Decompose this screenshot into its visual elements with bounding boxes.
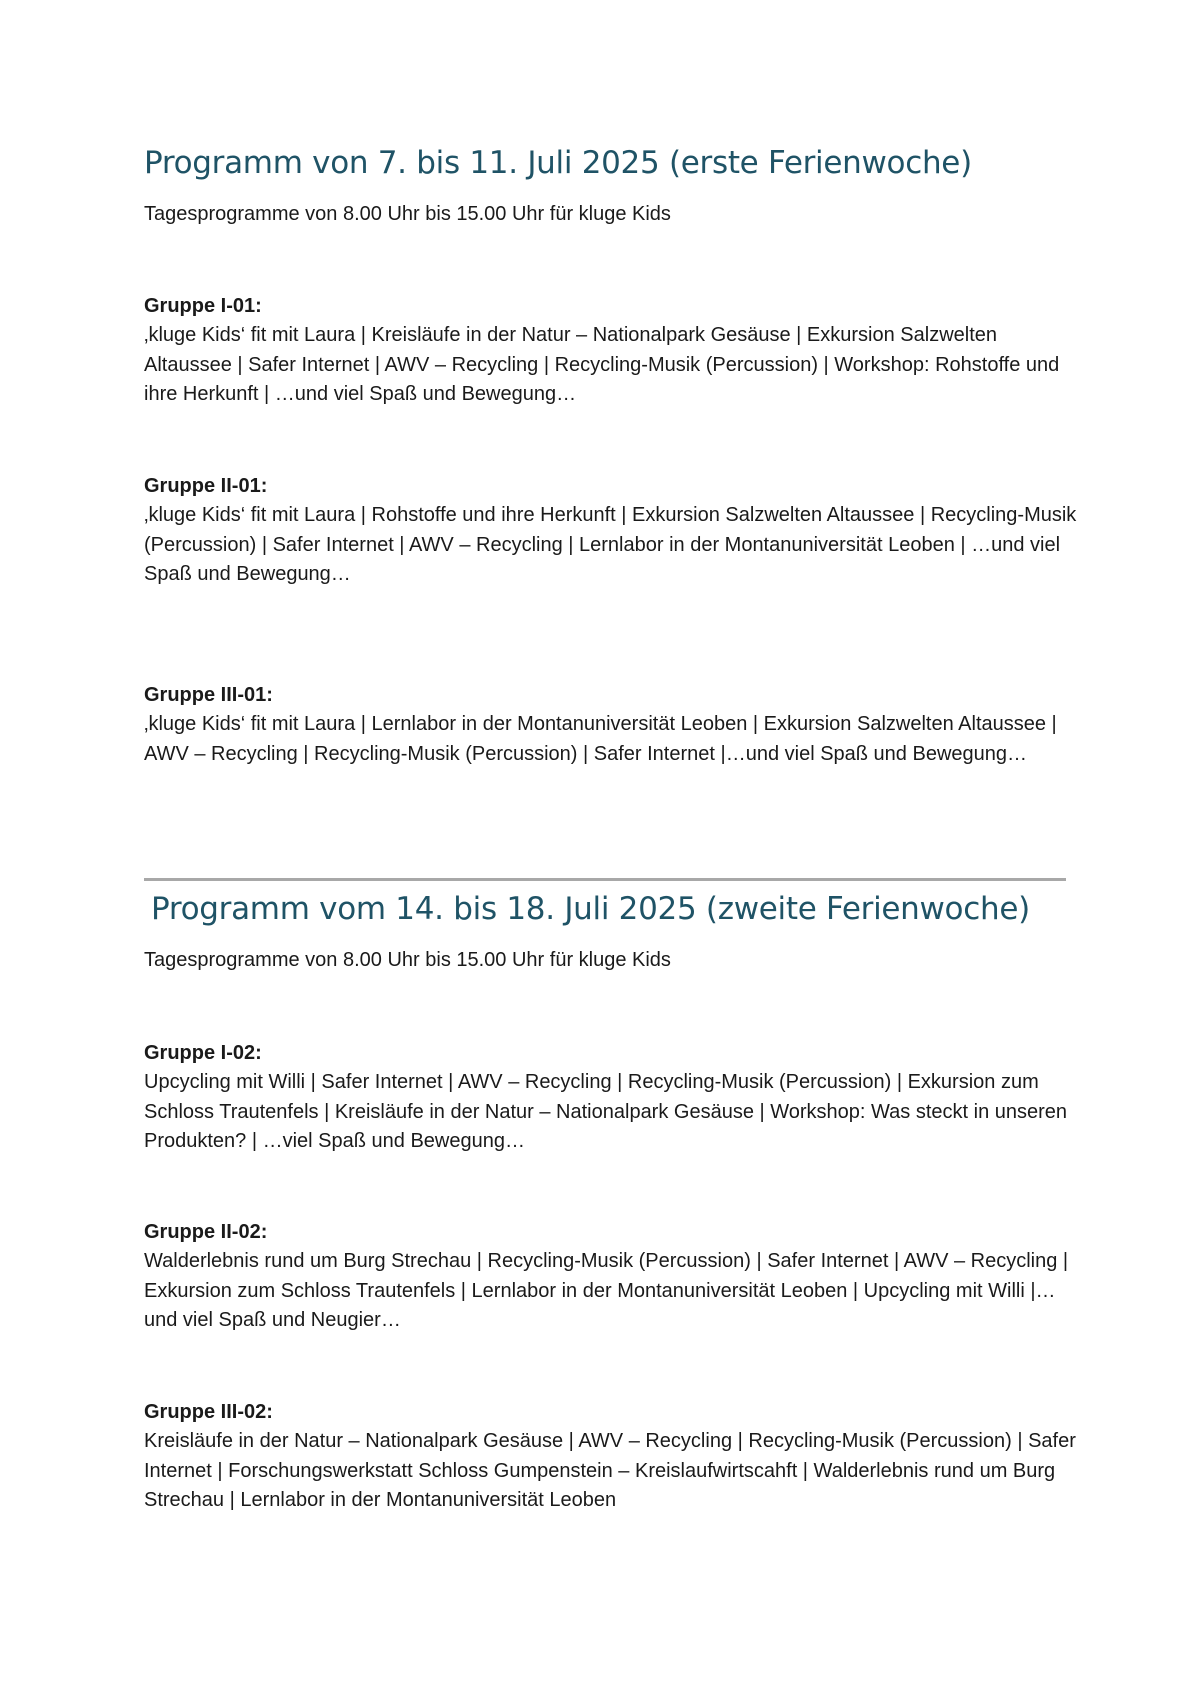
group-title: Gruppe III-02: (144, 1401, 273, 1423)
group-title: Gruppe I-02: (144, 1042, 262, 1064)
program-group-iii-01 (144, 680, 1080, 769)
program-group-ii-02 (144, 1217, 1080, 1336)
group-title: Gruppe III-01: (144, 684, 273, 706)
program-group-i-02 (144, 1038, 1080, 1157)
group-title: Gruppe I-01: (144, 295, 262, 317)
week1-subtitle: Tagesprogramme von 8.00 Uhr bis 15.00 Uhr für kluge Kids (144, 203, 671, 225)
program-group-iii-02 (144, 1397, 1080, 1516)
program-group-i-01 (144, 291, 1080, 410)
week2-heading: Programm vom 14. bis 18. Juli 2025 (zweite Ferienwoche) (151, 891, 1030, 927)
week1-heading: Programm von 7. bis 11. Juli 2025 (erste Ferienwoche) (144, 145, 972, 181)
group-activities: Upcycling mit Willi | Safer Internet | AWV – Recycling | Recycling-Musik (Percussion) | Exkursion zum Schloss Trautenfels | Kreisläufe in der Natur – Nationalpark Gesäuse | Workshop: Was steckt in unseren Produkten? | …viel Spaß und Bewegung… (144, 1071, 1068, 1152)
program-group-ii-01 (144, 471, 1080, 590)
group-activities: ‚kluge Kids‘ fit mit Laura | Kreisläufe in der Natur – Nationalpark Gesäuse | Exkursion Salzwelten Altaussee | Safer Internet | AWV – Recycling | Recycling-Musik (Percussion) | Workshop: Rohstoffe und ihre Herkunft | …und viel Spaß und Bewegung… (144, 324, 1060, 405)
week2-subtitle: Tagesprogramme von 8.00 Uhr bis 15.00 Uhr für kluge Kids (144, 949, 671, 971)
group-title: Gruppe II-02: (144, 1221, 268, 1243)
group-title: Gruppe II-01: (144, 475, 268, 497)
group-activities: ‚kluge Kids‘ fit mit Laura | Rohstoffe und ihre Herkunft | Exkursion Salzwelten Altaussee | Recycling-Musik (Percussion) | Safer Internet | AWV – Recycling | Lernlabor in der Montanuniversität Leoben | …und viel Spaß und Bewegung… (144, 504, 1077, 585)
section-divider (144, 878, 1066, 881)
group-activities: Kreisläufe in der Natur – Nationalpark Gesäuse | AWV – Recycling | Recycling-Musik (Percussion) | Safer Internet | Forschungswerkstatt Schloss Gumpenstein – Kreislaufwirtscahft | Walderlebnis rund um Burg Strechau | Lernlabor in der Montanuniversität Leoben (144, 1430, 1076, 1511)
group-activities: ‚kluge Kids‘ fit mit Laura | Lernlabor in der Montanuniversität Leoben | Exkursion Salzwelten Altaussee | AWV – Recycling | Recycling-Musik (Percussion) | Safer Internet |…und viel Spaß und Bewegung… (144, 713, 1057, 765)
group-activities: Walderlebnis rund um Burg Strechau | Recycling-Musik (Percussion) | Safer Internet | AWV – Recycling | Exkursion zum Schloss Trautenfels | Lernlabor in der Montanuniversität Leoben | Upcycling mit Willi |…und viel Spaß und Neugier… (144, 1250, 1069, 1331)
